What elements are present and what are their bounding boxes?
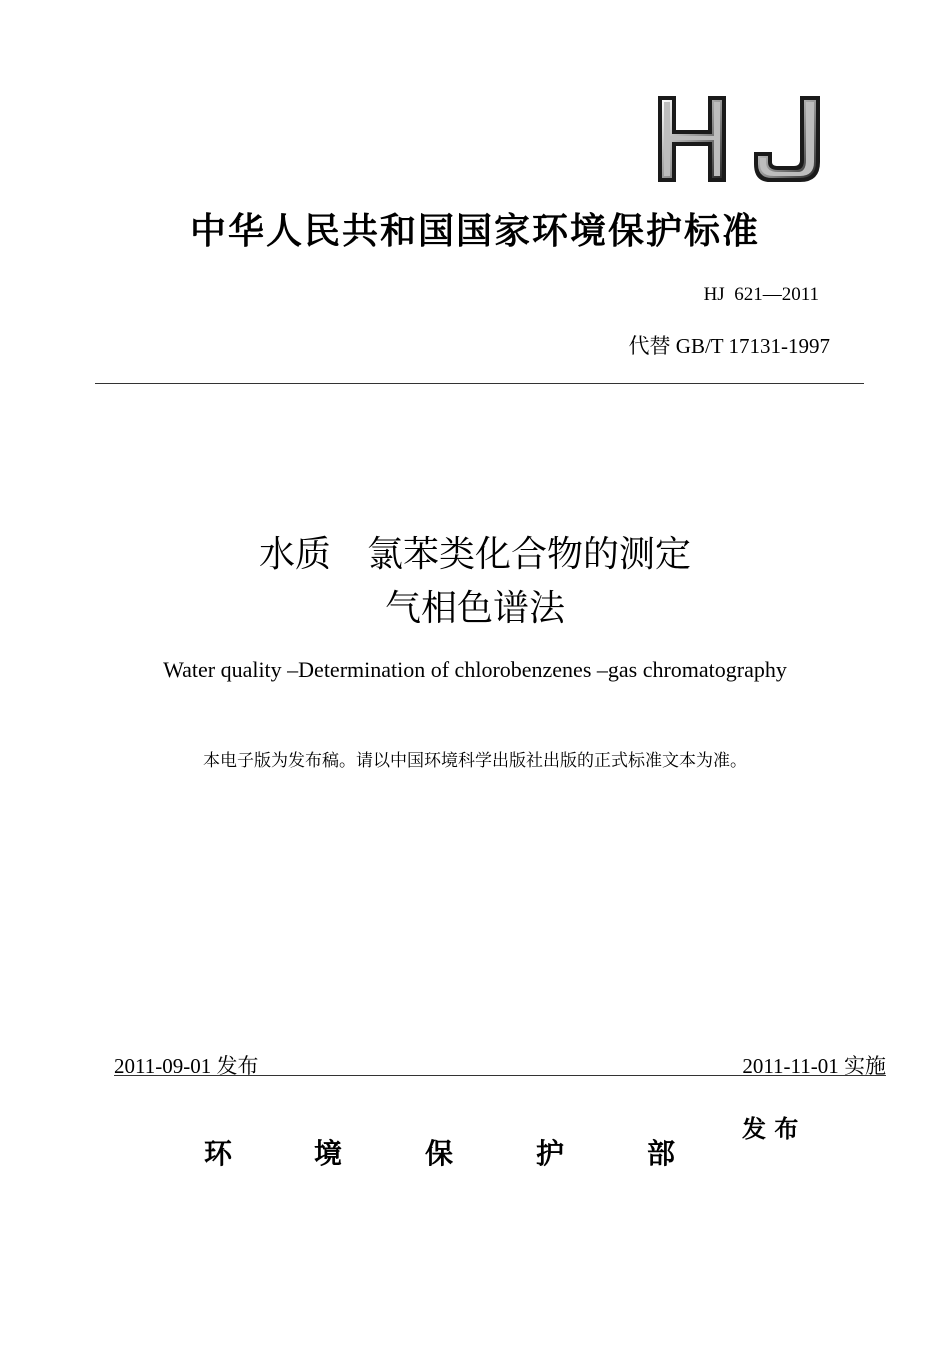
standard-number: HJ 621—2011 — [703, 284, 819, 305]
header-divider — [95, 383, 864, 384]
document-title-en: Water quality –Determination of chlorobenzenes –gas chromatography — [163, 657, 787, 682]
issuer-char: 环 — [204, 1137, 233, 1170]
electronic-version-note: 本电子版为发布稿。请以中国环境科学出版社出版的正式标准文本为准。 — [203, 751, 747, 771]
issue-word: 发 布 — [742, 1115, 799, 1143]
document-title-zh-line2: 气相色谱法 — [384, 588, 565, 629]
publish-date: 2011-09-01 发布 — [114, 1054, 259, 1078]
issuer-char: 境 — [314, 1137, 343, 1170]
issuer-name — [0, 1134, 950, 1174]
document-title-zh-line1: 水质 氯苯类化合物的测定 — [258, 534, 691, 575]
document-title-zh — [0, 528, 950, 636]
standard-title: 中华人民共和国国家环境保护标准 — [189, 211, 760, 252]
issuer-char: 护 — [536, 1137, 565, 1170]
replaces-standard: 代替 GB/T 17131-1997 — [628, 334, 830, 358]
effective-date: 2011-11-01 实施 — [742, 1054, 886, 1078]
footer-divider — [114, 1075, 886, 1076]
issuer-char: 部 — [647, 1137, 676, 1170]
hj-logo — [652, 92, 827, 187]
issuer-char: 保 — [425, 1137, 454, 1170]
